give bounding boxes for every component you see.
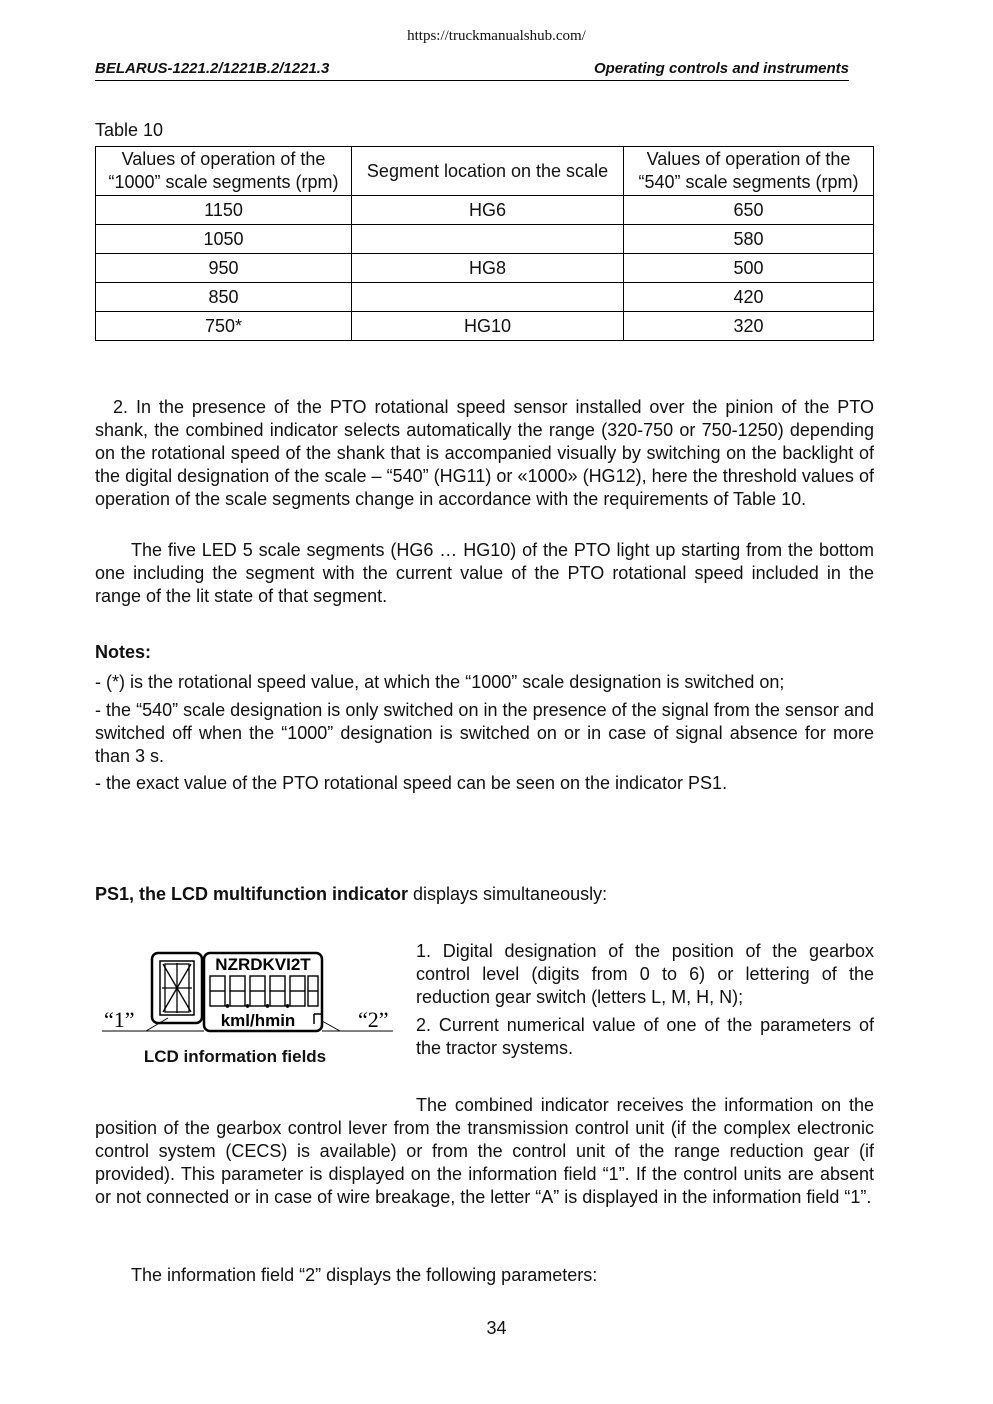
table-caption: Table 10 <box>95 120 164 140</box>
table-header-540: Values of operation of the “540” scale segments (rpm) <box>624 147 874 196</box>
list-item: 1. Digital designation of the position of the gearbox control level (digits from 0 to 6) or lettering of the reduction gear switch (letters L, M, H, N); <box>416 941 874 1007</box>
starburst-segment-icon <box>162 963 192 1013</box>
paragraph-pto-sensor: 2. In the presence of the PTO rotational speed sensor installed over the pinion of the PTO shank, the combined indicator selects automatically the range (320-750 or 750-1250) depending on the rotational speed of the shank that is accompanied visually by switching on the backlight of the digital designation of the scale – “540” (HG11) or «1000» (HG12), here the threshold values of operation of the scale segments change in accordance with the requirements of Table 10. <box>95 397 874 509</box>
table-cell: 420 <box>624 283 874 312</box>
table-cell: HG6 <box>352 196 624 225</box>
table-cell: 1150 <box>96 196 352 225</box>
ps1-intro <box>95 884 607 905</box>
lcd-figure <box>100 944 400 1044</box>
ps1-title: PS1, the LCD multifunction indicator <box>95 884 409 904</box>
paragraph-combined-indicator: The combined indicator receives the information on the position of the gearbox control lever from the transmission control unit (if the complex electronic control system (CECS) is available) or from the control unit of the range reduction gear (if provided). This parameter is displayed on the information field “1”. If the control units are absent or not connected or in case of wire breakage, the letter “A” is displayed in the information field “1”. <box>95 1095 874 1207</box>
table-cell <box>352 225 624 254</box>
running-header <box>95 60 849 81</box>
table-cell: 1050 <box>96 225 352 254</box>
table-cell: HG10 <box>352 312 624 341</box>
table-row <box>96 312 874 341</box>
table-row <box>96 254 874 283</box>
source-url: https://truckmanualshub.com/ <box>407 28 586 44</box>
table-cell: 580 <box>624 225 874 254</box>
table-cell: HG8 <box>352 254 624 283</box>
list-item: 2. Current numerical value of one of the parameters of the tractor systems. <box>416 1015 874 1058</box>
table-row <box>96 196 874 225</box>
notes-heading: Notes: <box>95 642 152 662</box>
lcd-units: kml/hmin <box>220 1011 296 1030</box>
seven-segment-digits-icon <box>210 976 318 1007</box>
table-cell <box>352 283 624 312</box>
table-cell: 950 <box>96 254 352 283</box>
field-label-1: “1” <box>104 1007 135 1032</box>
table-header-segment: Segment location on the scale <box>352 147 624 196</box>
field-label-2: “2” <box>358 1007 389 1032</box>
lcd-top-letters: NZRDKVI2T <box>215 955 311 974</box>
info-field-2-intro: The information field “2” displays the following parameters: <box>131 1265 598 1285</box>
header-model: BELARUS-1221.2/1221B.2/1221.3 <box>95 60 330 77</box>
table-cell: 500 <box>624 254 874 283</box>
table-row <box>96 283 874 312</box>
table-10 <box>95 146 874 341</box>
table-cell: 750* <box>96 312 352 341</box>
table-header-1000: Values of operation of the “1000” scale segments (rpm) <box>96 147 352 196</box>
ps1-rest: displays simultaneously: <box>408 884 608 904</box>
page-number: 34 <box>486 1318 507 1338</box>
table-row <box>96 225 874 254</box>
note-item: - the exact value of the PTO rotational speed can be seen on the indicator PS1. <box>95 773 728 793</box>
table-cell: 850 <box>96 283 352 312</box>
table-cell: 320 <box>624 312 874 341</box>
note-item: - the “540” scale designation is only switched on in the presence of the signal from the sensor and switched off when the “1000” designation is switched on or in case of signal absence for more than 3 s. <box>95 700 874 766</box>
paragraph-led-segments: The five LED 5 scale segments (HG6 … HG10) of the PTO light up starting from the bottom one including the segment with the current value of the PTO rotational speed included in the range of the lit state of that segment. <box>95 540 874 606</box>
header-section: Operating controls and instruments <box>593 60 849 77</box>
note-item: - (*) is the rotational speed value, at which the “1000” scale designation is switched on; <box>95 672 785 692</box>
table-cell: 650 <box>624 196 874 225</box>
figure-caption: LCD information fields <box>143 1047 327 1066</box>
